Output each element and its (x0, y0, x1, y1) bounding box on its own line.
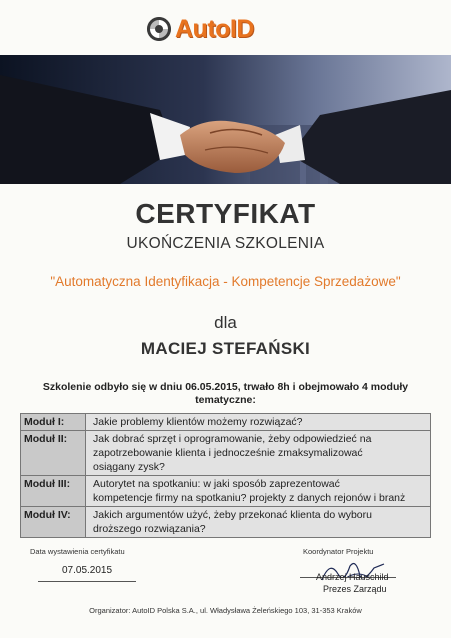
module-line: kompetencje firmy na spotkaniu? projekty z danych rejonów i branż (93, 492, 406, 504)
organizer-footer: Organizator: AutoID Polska S.A., ul. Władysława Żeleńskiego 103, 31-353 Kraków (89, 606, 362, 615)
autoid-logo (147, 14, 254, 44)
module-line: droższego rozwiązania? (93, 523, 206, 535)
course-name: "Automatyczna Identyfikacja - Kompetencje Sprzedażowe" (50, 274, 401, 289)
issue-date: 07.05.2015 (62, 565, 113, 576)
module-description (86, 507, 431, 538)
certificate-title: CERTYFIKAT (135, 198, 316, 229)
module-line: Jakich argumentów użyć, żeby przekonać klienta do wyboru (93, 509, 372, 521)
module-line: osiągany zysk? (93, 461, 165, 473)
issue-date-line (38, 581, 136, 582)
training-info-line: Szkolenie odbyło się w dniu 06.05.2015, trwało 8h i obejmowało 4 moduły (42, 381, 409, 393)
module-label: Moduł II: (21, 431, 86, 476)
module-description (86, 476, 431, 507)
signer-name: Andrzej Hauschild (316, 572, 389, 582)
handshake-photo (0, 55, 451, 184)
module-row (21, 414, 431, 431)
signer-role: Prezes Zarządu (323, 584, 387, 594)
module-description (86, 414, 431, 431)
module-row (21, 476, 431, 507)
module-line: Autorytet na spotkaniu: w jaki sposób zaprezentować (93, 478, 340, 490)
module-line: Jakie problemy klientów możemy rozwiązać? (93, 416, 303, 428)
issue-date-label: Data wystawienia certyfikatu (30, 547, 125, 556)
module-label: Moduł III: (21, 476, 86, 507)
module-row (21, 431, 431, 476)
logo-text: AutoID (175, 14, 254, 43)
recipient-name: MACIEJ STEFAŃSKI (140, 339, 311, 358)
training-info-line: tematyczne: (195, 394, 256, 406)
coordinator-label: Koordynator Projektu (303, 547, 374, 556)
module-label: Moduł I: (21, 414, 86, 431)
module-row (21, 507, 431, 538)
module-line: zapotrzebowanie klienta i jednocześnie zmaksymalizować (93, 447, 363, 459)
module-description (86, 431, 431, 476)
modules-table (20, 413, 431, 538)
module-label: Moduł IV: (21, 507, 86, 538)
for-label: dla (214, 313, 237, 332)
training-info (30, 381, 421, 407)
autoid-logo-mark-icon (147, 17, 171, 41)
certificate-subtitle: UKOŃCZENIA SZKOLENIA (126, 235, 325, 252)
module-line: Jak dobrać sprzęt i oprogramowanie, żeby odpowiedzieć na (93, 433, 372, 445)
